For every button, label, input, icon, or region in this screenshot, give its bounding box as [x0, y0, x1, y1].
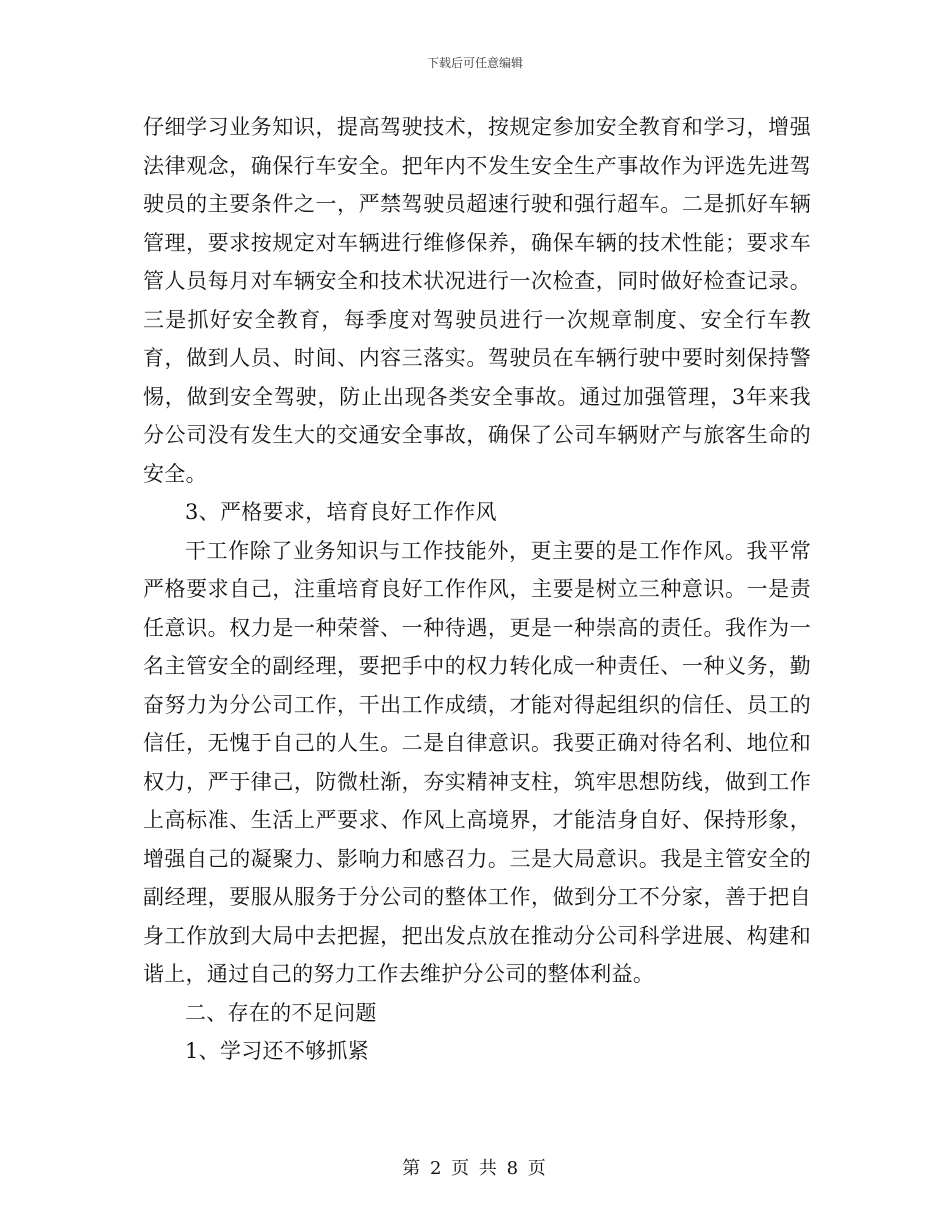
page-header: 下载后可任意编辑: [426, 56, 523, 70]
page-number-footer: 第 2 页 共 8 页: [402, 1158, 548, 1179]
body-paragraph-1: 仔细学习业务知识，提高驾驶技术，按规定参加安全教育和学习，增强法律观念，确保行车安全。把年内不发生安全生产事故作为评选先进驾驶员的主要条件之一，严禁驾驶员超速行驶和强行超车。二是抓好车辆管理，要求按规定对车辆进行维修保养，确保车辆的技术性能；要求车管人员每月对车辆安全和技术状况进行一次检查，同时做好检查记录。三是抓好安全教育，每季度对驾驶员进行一次规章制度、安全行车教育，做到人员、时间、内容三落实。驾驶员在车辆行驶中要时刻保持警惕，做到安全驾驶，防止出现各类安全事故。通过加强管理，3年来我分公司没有发生大的交通安全事故，确保了公司车辆财产与旅客生命的安全。: [143, 115, 811, 486]
section-heading-strict-requirements: 3、严格要求，培育良好工作作风: [185, 500, 497, 524]
section-heading-study: 1、学习还不够抓紧: [185, 1039, 370, 1063]
body-paragraph-work-style: 干工作除了业务知识与工作技能外，更主要的是工作作风。我平常严格要求自己，注重培育良好工作作风，主要是树立三种意识。一是责任意识。权力是一种荣誉、一种待遇，更是一种崇高的责任。我作为一名主管安全的副经理，要把手中的权力转化成一种责任、一种义务，勤奋努力为分公司工作，干出工作成绩，才能对得起组织的信任、员工的信任，无愧于自己的人生。二是自律意识。我要正确对待名利、地位和权力，严于律己，防微杜渐，夯实精神支柱，筑牢思想防线，做到工作上高标准、生活上严要求、作风上高境界，才能洁身自好、保持形象，增强自己的凝聚力、影响力和感召力。三是大局意识。我是主管安全的副经理，要服从服务于分公司的整体工作，做到分工不分家，善于把自身工作放到大局中去把握，把出发点放在推动分公司科学进展、构建和谐上，通过自己的努力工作去维护分公司的整体利益。: [143, 538, 811, 986]
section-heading-shortcomings: 二、存在的不足问题: [185, 1000, 377, 1025]
document-body: [143, 108, 811, 1071]
